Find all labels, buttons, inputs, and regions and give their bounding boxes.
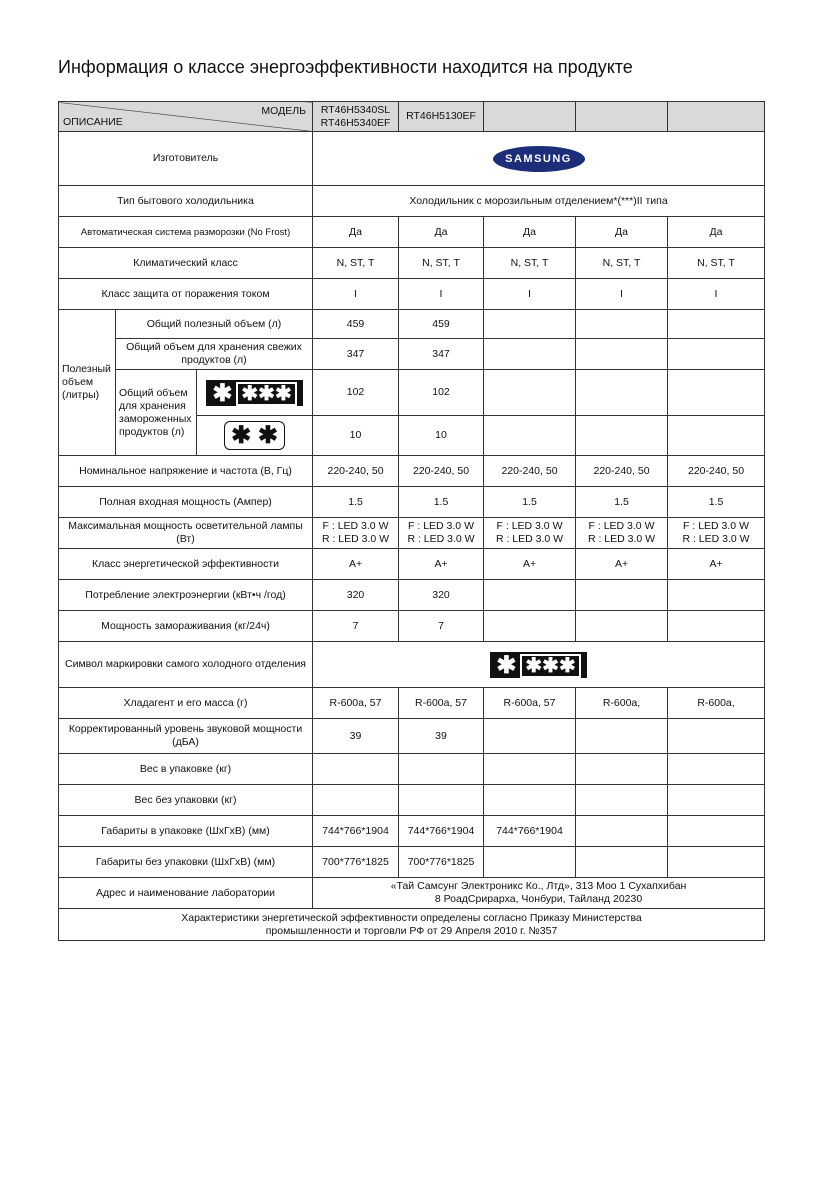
lamp-front: F : LED 3.0 W <box>496 520 563 532</box>
cell: 1.5 <box>313 487 399 518</box>
lamp-cell <box>668 518 765 549</box>
cell: 744*766*1904 <box>399 816 484 847</box>
row-label: Корректированный уровень звуковой мощности (дБА) <box>59 719 313 754</box>
cell: I <box>313 279 399 310</box>
cell: 744*766*1904 <box>313 816 399 847</box>
four-star-symbol-cell <box>197 370 313 416</box>
cell <box>484 754 576 785</box>
noise-row <box>59 719 765 754</box>
row-label: Вес в упаковке (кг) <box>59 754 313 785</box>
useful-volume-label: Полезный объем (литры) <box>59 310 116 456</box>
voltage-row <box>59 456 765 487</box>
row-label: Номинальное напряжение и частота (В, Гц) <box>59 456 313 487</box>
consumption-row <box>59 580 765 611</box>
cell <box>668 416 765 456</box>
cell <box>668 580 765 611</box>
star-icon: ✱ <box>212 379 233 407</box>
cell <box>313 785 399 816</box>
coldest-compartment-icon <box>490 652 586 678</box>
climate-row <box>59 248 765 279</box>
dim-packed-row <box>59 816 765 847</box>
cell <box>576 310 668 339</box>
three-star-icon: ✱✱✱ <box>520 654 580 678</box>
cell: Да <box>399 217 484 248</box>
lamp-rear: R : LED 3.0 W <box>682 533 750 545</box>
row-label: Потребление электроэнергии (кВт•ч /год) <box>59 580 313 611</box>
model-col-4 <box>576 102 668 132</box>
cell: 320 <box>399 580 484 611</box>
cell: 744*766*1904 <box>484 816 576 847</box>
freezing-power-row <box>59 611 765 642</box>
cell <box>668 339 765 370</box>
frozen-volume-label: Общий объем для хранения замороженных продуктов (л) <box>116 370 197 456</box>
cell: N, ST, T <box>313 248 399 279</box>
lab-line-1: «Тай Самсунг Электроникс Ко., Лтд», 313 Моо 1 Сухапхибан <box>390 880 687 892</box>
row-label: Класс энергетической эффективности <box>59 549 313 580</box>
lab-value <box>313 878 765 909</box>
cell: 39 <box>399 719 484 754</box>
total-volume-row <box>59 310 765 339</box>
cell: 7 <box>313 611 399 642</box>
lamp-rear: R : LED 3.0 W <box>495 533 564 545</box>
cell <box>576 785 668 816</box>
cell <box>668 816 765 847</box>
cell <box>668 719 765 754</box>
row-label: Общий объем для хранения свежих продуктов (л) <box>116 339 313 370</box>
cell: 220-240, 50 <box>313 456 399 487</box>
row-label: Хладагент и его масса (г) <box>59 688 313 719</box>
model-col-5 <box>668 102 765 132</box>
lamp-cell <box>576 518 668 549</box>
manufacturer-label: Изготовитель <box>59 132 313 186</box>
cell: 10 <box>399 416 484 456</box>
row-label: Габариты без упаковки (ШхГхВ) (мм) <box>59 847 313 878</box>
cell: A+ <box>576 549 668 580</box>
cell: 347 <box>399 339 484 370</box>
cell: 320 <box>313 580 399 611</box>
cell <box>668 370 765 416</box>
cell <box>399 785 484 816</box>
lamp-front: F : LED 3.0 W <box>408 520 474 532</box>
row-label: Символ маркировки самого холодного отделения <box>59 642 313 688</box>
lamp-cell <box>313 518 399 549</box>
cell: 39 <box>313 719 399 754</box>
cell: A+ <box>313 549 399 580</box>
type-row <box>59 186 765 217</box>
energy-class-row <box>59 549 765 580</box>
cell: I <box>484 279 576 310</box>
cell: Да <box>576 217 668 248</box>
lamp-row <box>59 518 765 549</box>
model-label: МОДЕЛЬ <box>261 105 307 117</box>
two-star-symbol-cell <box>197 416 313 456</box>
lamp-rear: R : LED 3.0 W <box>587 533 656 545</box>
cell: 102 <box>399 370 484 416</box>
cell: R-600a, <box>668 688 765 719</box>
symbol-cell <box>313 642 765 688</box>
cell <box>576 416 668 456</box>
cell <box>484 611 576 642</box>
cell: R-600a, 57 <box>313 688 399 719</box>
model-col-2: RT46H5130EF <box>399 102 484 132</box>
cell: 10 <box>313 416 399 456</box>
row-label: Адрес и наименование лаборатории <box>59 878 313 909</box>
type-value: Холодильник с морозильным отделением*(***)II типа <box>313 186 765 217</box>
cell: A+ <box>399 549 484 580</box>
cell: N, ST, T <box>668 248 765 279</box>
cell: Да <box>484 217 576 248</box>
refrigerant-row <box>59 688 765 719</box>
weight-packed-row <box>59 754 765 785</box>
footer-line-2: промышленности и торговли РФ от 29 Апреля 2010 г. №357 <box>265 924 558 937</box>
lab-row <box>59 878 765 909</box>
cell <box>576 370 668 416</box>
cell: Да <box>313 217 399 248</box>
cell <box>313 754 399 785</box>
lamp-cell <box>484 518 576 549</box>
row-label: Мощность замораживания (кг/24ч) <box>59 611 313 642</box>
manufacturer-row <box>59 132 765 186</box>
cell: A+ <box>668 549 765 580</box>
row-label: Максимальная мощность осветительной лампы (Вт) <box>59 518 313 549</box>
cell: 459 <box>313 310 399 339</box>
cell: 1.5 <box>484 487 576 518</box>
frozen-4star-row <box>59 370 765 416</box>
cell <box>576 339 668 370</box>
cell: N, ST, T <box>484 248 576 279</box>
model-col-3 <box>484 102 576 132</box>
cell: I <box>668 279 765 310</box>
page-title: Информация о классе энергоэффективности находится на продукте <box>58 57 633 77</box>
samsung-logo: SAMSUNG <box>493 146 585 172</box>
cell <box>576 611 668 642</box>
weight-row <box>59 785 765 816</box>
cell <box>576 580 668 611</box>
lamp-front: F : LED 3.0 W <box>588 520 655 532</box>
row-label: Класс защита от поражения током <box>59 279 313 310</box>
cell <box>668 847 765 878</box>
lab-line-2: 8 РоадСрирарха, Чонбури, Тайланд 20230 <box>434 893 643 905</box>
two-star-icon: ✱ ✱ <box>224 421 285 450</box>
cell <box>399 754 484 785</box>
lamp-cell <box>399 518 484 549</box>
cell: 459 <box>399 310 484 339</box>
cell <box>576 754 668 785</box>
cell <box>484 370 576 416</box>
cell: 1.5 <box>668 487 765 518</box>
cell: 220-240, 50 <box>399 456 484 487</box>
cell: N, ST, T <box>576 248 668 279</box>
cell <box>576 719 668 754</box>
description-label: ОПИСАНИЕ <box>63 116 123 128</box>
cell <box>484 719 576 754</box>
lamp-rear: R : LED 3.0 W <box>407 533 475 545</box>
cell: Да <box>668 217 765 248</box>
energy-spec-table <box>58 101 765 941</box>
cell: R-600a, <box>576 688 668 719</box>
footer-line-1: Характеристики энергетической эффективности определены согласно Приказу Министерства <box>181 911 642 924</box>
footer-note <box>59 909 765 941</box>
cell: 1.5 <box>576 487 668 518</box>
row-label: Общий полезный объем (л) <box>116 310 313 339</box>
header-row <box>59 102 765 132</box>
cell <box>576 816 668 847</box>
cell <box>484 310 576 339</box>
dim-row <box>59 847 765 878</box>
cell: 700*776*1825 <box>313 847 399 878</box>
row-label: Габариты в упаковке (ШхГхВ) (мм) <box>59 816 313 847</box>
cell <box>484 339 576 370</box>
header-diagonal-cell <box>59 102 313 132</box>
cell: I <box>576 279 668 310</box>
star-icon: ✱ <box>496 651 517 679</box>
cell <box>484 847 576 878</box>
row-label: Вес без упаковки (кг) <box>59 785 313 816</box>
cell <box>668 310 765 339</box>
cell: I <box>399 279 484 310</box>
footer-row <box>59 909 765 941</box>
cell: 7 <box>399 611 484 642</box>
cell: 220-240, 50 <box>668 456 765 487</box>
manufacturer-logo-cell <box>313 132 765 186</box>
cell <box>484 580 576 611</box>
cell: R-600a, 57 <box>484 688 576 719</box>
three-star-icon: ✱✱✱ <box>236 382 296 406</box>
fresh-volume-row <box>59 339 765 370</box>
symbol-row <box>59 642 765 688</box>
cell: 347 <box>313 339 399 370</box>
cell: 700*776*1825 <box>399 847 484 878</box>
cell <box>668 785 765 816</box>
cell <box>668 611 765 642</box>
cell <box>484 785 576 816</box>
model-col-1: RT46H5340SL RT46H5340EF <box>313 102 399 132</box>
cell <box>668 754 765 785</box>
cell: N, ST, T <box>399 248 484 279</box>
row-label: Полная входная мощность (Ампер) <box>59 487 313 518</box>
shock-row <box>59 279 765 310</box>
power-row <box>59 487 765 518</box>
row-label: Автоматическая система разморозки (No Frost) <box>59 217 313 248</box>
row-label: Тип бытового холодильника <box>59 186 313 217</box>
cell <box>484 416 576 456</box>
lamp-rear: R : LED 3.0 W <box>321 533 390 545</box>
four-star-icon <box>206 380 302 406</box>
cell: 220-240, 50 <box>484 456 576 487</box>
cell: 220-240, 50 <box>576 456 668 487</box>
nofrost-row <box>59 217 765 248</box>
lamp-front: F : LED 3.0 W <box>322 520 389 532</box>
lamp-front: F : LED 3.0 W <box>683 520 749 532</box>
cell: 102 <box>313 370 399 416</box>
cell: R-600a, 57 <box>399 688 484 719</box>
cell: 1.5 <box>399 487 484 518</box>
row-label: Климатический класс <box>59 248 313 279</box>
cell <box>576 847 668 878</box>
cell: A+ <box>484 549 576 580</box>
